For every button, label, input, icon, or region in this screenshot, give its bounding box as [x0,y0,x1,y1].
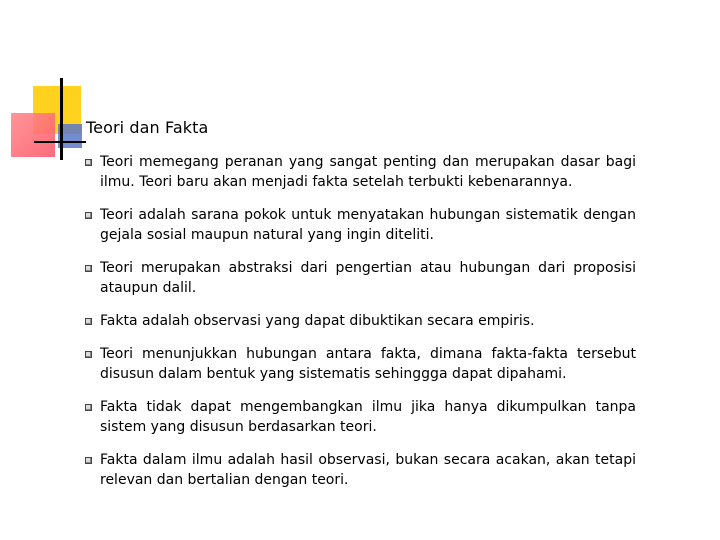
bullet-list [84,152,636,503]
bullet-item [84,450,636,490]
square-bullet-icon [85,212,92,219]
bullet-text: Fakta tidak dapat mengembangkan ilmu jika hanya dikumpulkan tanpa sistem yang disusun berdasarkan teori. [100,399,636,435]
bullet-text: Teori merupakan abstraksi dari pengertian atau hubungan dari proposisi ataupun dalil. [100,260,636,296]
bullet-item [84,311,636,331]
bullet-item [84,397,636,437]
square-bullet-icon [85,404,92,411]
bullet-text: Fakta dalam ilmu adalah hasil observasi, bukan secara acakan, akan tetapi relevan dan bertalian dengan teori. [100,452,636,488]
bullet-text: Teori adalah sarana pokok untuk menyatakan hubungan sistematik dengan gejala sosial maupun natural yang ingin diteliti. [100,207,636,243]
square-bullet-icon [85,159,92,166]
square-bullet-icon [85,318,92,325]
decorative-red-square [11,113,55,157]
square-bullet-icon [85,265,92,272]
bullet-text: Fakta adalah observasi yang dapat dibuktikan secara empiris. [100,313,535,329]
decorative-vertical-line [60,78,63,160]
decorative-horizontal-line [34,141,86,143]
bullet-item [84,258,636,298]
square-bullet-icon [85,351,92,358]
slide-title: Teori dan Fakta [86,118,209,137]
bullet-item [84,152,636,192]
bullet-text: Teori memegang peranan yang sangat penting dan merupakan dasar bagi ilmu. Teori baru akan menjadi fakta setelah terbukti kebenarannya. [100,154,636,190]
bullet-text: Teori menunjukkan hubungan antara fakta, dimana fakta-fakta tersebut disusun dalam bentuk yang sistematis sehinggga dapat dipahami. [100,346,636,382]
bullet-item [84,205,636,245]
bullet-item [84,344,636,384]
square-bullet-icon [85,457,92,464]
